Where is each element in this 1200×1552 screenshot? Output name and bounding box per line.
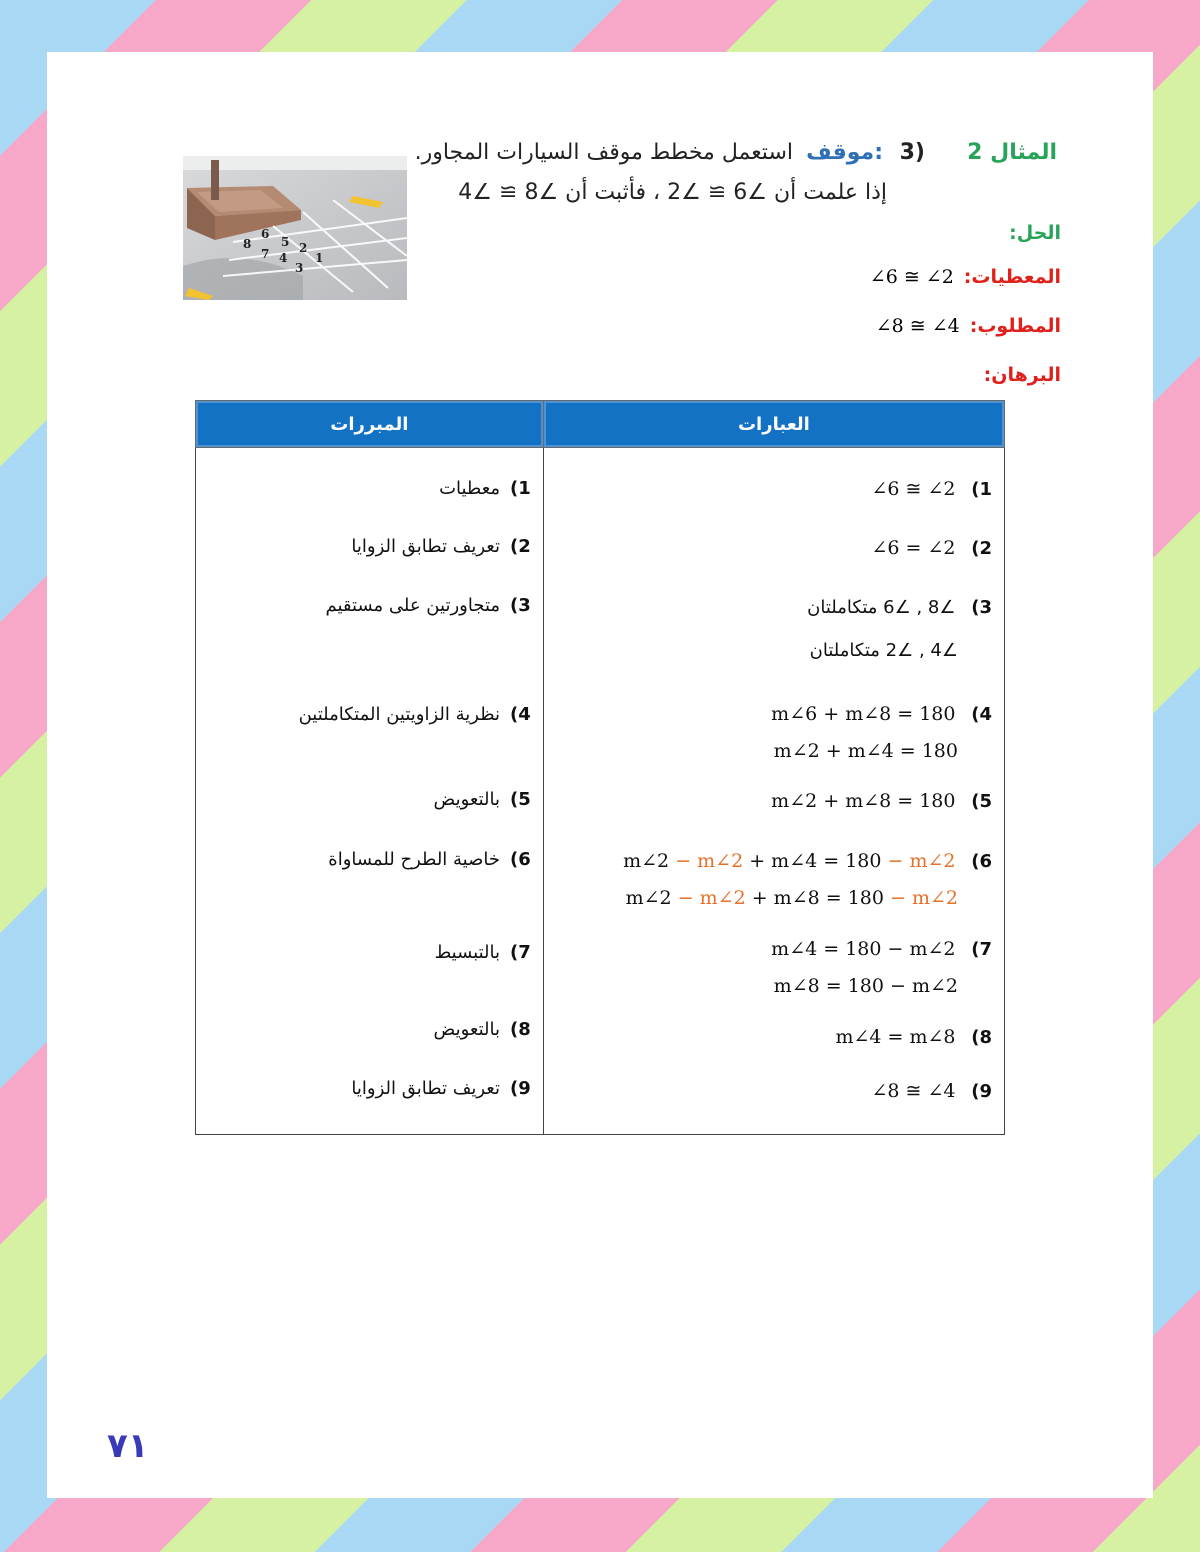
reason-9	[351, 1078, 530, 1099]
reason-number: 2)	[510, 536, 531, 557]
reason-text: بالتعويض	[433, 1019, 501, 1040]
given-label: المعطيات:	[963, 266, 1061, 288]
given-value: ∠6 ≅ ∠2	[869, 266, 954, 288]
reason-text: بالتبسيط	[434, 942, 501, 963]
statement-number: 1)	[971, 479, 992, 500]
reason-6	[328, 849, 531, 870]
reason-number: 6)	[510, 849, 531, 870]
statement-5	[771, 790, 992, 812]
statement-text: m∠2 + m∠4 = 180	[773, 740, 958, 762]
statement-number: 9)	[971, 1081, 992, 1102]
statement-text: m∠8 = 180 − m∠2	[773, 975, 958, 997]
prove-value: ∠8 ≅ ∠4	[875, 315, 960, 337]
statement-number: 5)	[971, 791, 992, 812]
solution-title: الحل:	[1009, 222, 1061, 244]
statement-8	[835, 1026, 992, 1048]
header-statements: العبارات	[543, 401, 1004, 448]
angle-number-1: 1	[315, 251, 324, 265]
example-line-2: إذا علمت أن ∠6 ≅ ∠2 ، فأثبت أن ∠8 ≅ ∠4	[458, 180, 887, 205]
statement-text: m∠4 = 180 − m∠2	[771, 938, 956, 960]
reasons-column	[196, 448, 544, 1135]
statement-number: 7)	[971, 939, 992, 960]
reason-1	[439, 478, 531, 499]
reason-number: 7)	[510, 942, 531, 963]
angle-number-8: 8	[243, 237, 252, 251]
reason-number: 3)	[510, 595, 531, 616]
statement-9	[871, 1080, 992, 1102]
reason-number: 1)	[510, 478, 531, 499]
statement-text: m∠2 + m∠8 = 180	[771, 790, 956, 812]
angle-number-5: 5	[281, 235, 290, 249]
reason-number: 4)	[510, 704, 531, 725]
reason-text: متجاورتين على مستقيم	[325, 595, 501, 616]
reason-text: خاصية الطرح للمساواة	[328, 849, 501, 870]
page-sheet	[47, 52, 1153, 1498]
reason-5	[434, 789, 531, 810]
proof-label: البرهان:	[983, 364, 1061, 386]
statement-number: 6)	[971, 851, 992, 872]
reason-4	[299, 704, 531, 725]
statement-4-line-2	[774, 740, 958, 762]
statement-number: 4)	[971, 704, 992, 725]
example-topic: موقف:	[806, 140, 883, 165]
statement-text: ∠8 ≅ ∠4	[871, 1080, 956, 1102]
statement-number: 3)	[971, 597, 992, 618]
angle-number-4: 4	[279, 251, 288, 265]
statements-column	[543, 448, 1004, 1135]
prove-row	[876, 315, 1061, 337]
header-reasons: المبررات	[196, 401, 544, 448]
reason-text: تعريف تطابق الزوايا	[351, 1078, 501, 1099]
statement-7-line-2	[774, 975, 958, 997]
given-row	[870, 266, 1061, 288]
statement-text: m∠6 + m∠8 = 180	[771, 703, 956, 725]
example-label: المثال 2	[967, 140, 1057, 165]
reason-8	[434, 1019, 531, 1040]
angle-number-7: 7	[261, 247, 270, 261]
statement-3	[807, 597, 992, 618]
reason-3	[326, 595, 531, 616]
parking-lot-illustration	[183, 156, 407, 300]
reason-7	[435, 942, 531, 963]
reason-2	[351, 536, 530, 557]
statement-text: ∠8 , ∠6 متكاملتان	[807, 597, 956, 618]
statement-4	[771, 703, 992, 725]
statement-1	[871, 478, 992, 500]
statement-3-line-2	[810, 640, 958, 661]
example-line-1: استعمل مخطط موقف السيارات المجاور.	[414, 140, 793, 165]
angle-number-2: 2	[299, 241, 308, 255]
statement-text: m∠2 − m∠2 + m∠4 = 180 − m∠2	[623, 850, 956, 872]
example-number: 3)	[899, 140, 925, 165]
reason-number: 5)	[510, 789, 531, 810]
parking-lot-figure	[183, 156, 407, 300]
angle-number-6: 6	[261, 227, 270, 241]
statement-text: ∠6 = ∠2	[871, 537, 956, 559]
statement-number: 8)	[971, 1027, 992, 1048]
proof-table	[195, 400, 1005, 1135]
angle-number-3: 3	[295, 261, 304, 275]
statement-2	[871, 537, 992, 559]
statement-7	[771, 938, 992, 960]
statement-6	[623, 850, 992, 872]
reason-text: نظرية الزاويتين المتكاملتين	[298, 704, 501, 725]
reason-text: معطيات	[439, 478, 501, 499]
statement-text: ∠6 ≅ ∠2	[871, 478, 956, 500]
statement-6-line-2	[626, 887, 958, 909]
statement-number: 2)	[971, 538, 992, 559]
statement-text: m∠2 − m∠2 + m∠8 = 180 − m∠2	[625, 887, 958, 909]
reason-text: تعريف تطابق الزوايا	[351, 536, 501, 557]
prove-label: المطلوب:	[969, 315, 1061, 337]
reason-number: 9)	[510, 1078, 531, 1099]
page-number: ٧١	[107, 1426, 149, 1466]
reason-number: 8)	[510, 1019, 531, 1040]
statement-text: m∠4 = m∠8	[835, 1026, 956, 1048]
statement-text: ∠4 , ∠2 متكاملتان	[809, 640, 958, 661]
reason-text: بالتعويض	[433, 789, 501, 810]
